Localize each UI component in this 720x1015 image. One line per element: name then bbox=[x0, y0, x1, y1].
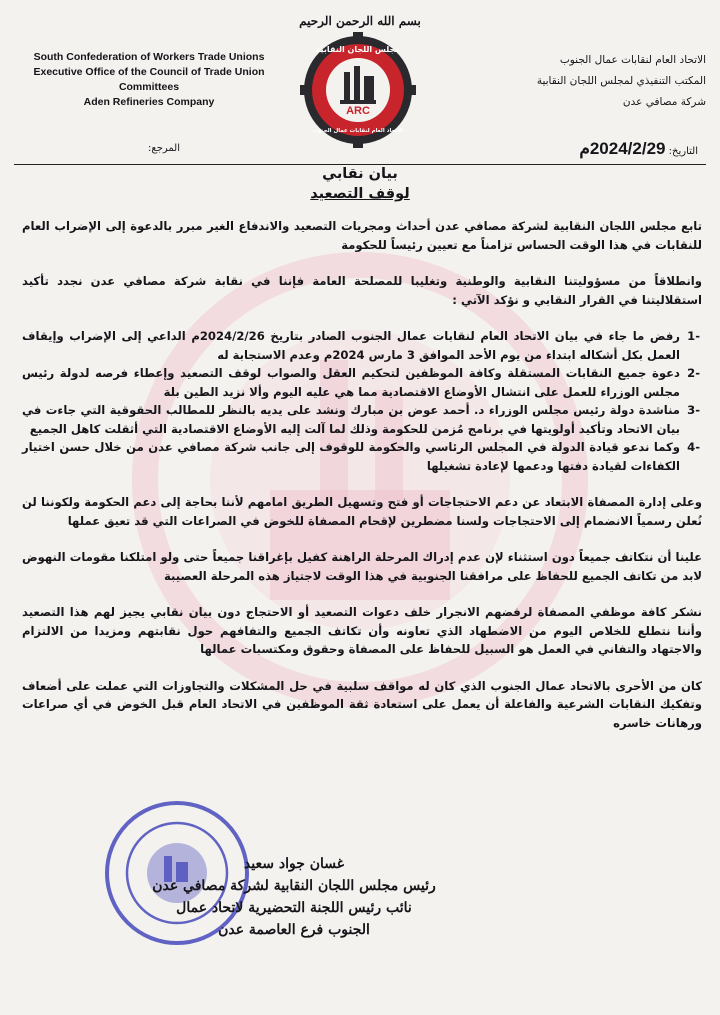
list-item bbox=[22, 401, 700, 438]
list-number: -4 bbox=[687, 440, 700, 454]
date-value: 2024/2/29م bbox=[579, 139, 666, 158]
english-letterhead bbox=[14, 50, 284, 110]
date-label: التاريخ: bbox=[668, 146, 698, 157]
list-item bbox=[22, 364, 700, 401]
list-text: وكما ندعو قيادة الدولة في المجلس الرئاسي والحكومة للوقوف إلى جانب شركة مصافي عدن من خلال حسن اختيار الكفاءات لقيادة دفتها ودعمها لإعادة تشغيلها bbox=[22, 440, 680, 473]
signatory-title: الجنوب فرع العاصمة عدن bbox=[218, 922, 370, 938]
logo-ring-text: مجلس اللجان النقابية bbox=[315, 45, 401, 54]
arabic-letterhead bbox=[456, 50, 706, 113]
arabic-letterhead-line: الاتحاد العام لنقابات عمال الجنوب bbox=[559, 54, 706, 66]
english-letterhead-line: South Confederation of Workers Trade Unions bbox=[33, 51, 265, 63]
english-letterhead-line: Committees bbox=[118, 81, 180, 93]
list-number: -2 bbox=[687, 366, 700, 380]
english-letterhead-line: Executive Office of the Council of Trade Union bbox=[33, 66, 265, 78]
list-text: مناشدة دولة رئيس مجلس الوزراء د. أحمد عوض بن مبارك ونشد على يديه بالنظر للمطالب الحقوقية التي جاءت في بيان الاتحاد وتأكيد أولويتها في برنامج مُزمن للحكومة وذلك لما آلت إليه الأوضاع الاقتصادية التي أثقلت كاهل الجميع bbox=[22, 403, 680, 436]
list-number: -3 bbox=[687, 403, 700, 417]
paragraph: كان من الأحرى بالاتحاد عمال الجنوب الذي كان له مواقف سلبية في حل المشكلات والتجاوزات التي عملت على أضعاف وتفكيك النقابات الشرعية والفاعلة أن يعمل على استعادة ثقة الموظفين في الاتحاد العام قبل الخوض في أي صراعات ورهانات خاسره bbox=[22, 678, 702, 730]
list-item bbox=[22, 327, 700, 364]
arabic-letterhead-line: شركة مصافي عدن bbox=[622, 96, 706, 108]
title-subline: لوقف التصعيد bbox=[310, 186, 410, 202]
union-logo bbox=[300, 32, 416, 148]
title-line: بيان نقابي bbox=[322, 166, 398, 182]
date-line bbox=[579, 139, 698, 159]
list-text: رفض ما جاء في بيان الاتحاد العام لنقابات عمال الجنوب الصادر بتاريخ 2024/2/26م الداعي إلى الإضراب وإيقاف العمل بكل أشكاله ابتداء من يوم الأحد الموافق 3 مارس 2024م وعدم الاستجابة له bbox=[22, 329, 680, 362]
list-item bbox=[22, 438, 700, 475]
list-number: -1 bbox=[687, 329, 700, 343]
reference-label: المرجع: bbox=[148, 143, 180, 154]
statement-title bbox=[0, 164, 720, 204]
paragraph: وعلى إدارة المصفاة الابتعاد عن دعم الاحتجاجات أو فتح وتسهيل الطريق امامهم لأننا بحاجة إلى دعم الحكومة ولكوننا لن نُعلن رسمياً الانضمام إلى الاحتجاجات ولسنا مضطرين لإقحام المصفاة للخوض في الصراعات التي قد تعيق عملها bbox=[22, 495, 702, 528]
logo-ring-text-bottom: الاتحاد العام لنقابات عمال الجنوب bbox=[312, 128, 404, 134]
paragraph: وانطلاقاً من مسؤوليتنا النقابية والوطنية وتغليبا للمصلحة العامة فإننا في نقابة شركة مصافي عدن نجدد تأكيد استقلاليتنا في القرار النقابي و نؤكد الآتي : bbox=[22, 274, 702, 307]
signature-block bbox=[144, 853, 444, 941]
logo-letters: ARC bbox=[346, 105, 370, 117]
basmala: بسم الله الرحمن الرحيم bbox=[299, 14, 421, 28]
signatory-title: رئيس مجلس اللجان النقابية لشركة مصافي عدن bbox=[152, 878, 436, 894]
paragraph: علينا أن نتكاتف جميعاً دون استثناء لإن عدم إدراك المرحلة الراهنة كفيل بإغراقنا جميعاً حتى ولو امتلكنا مقومات النهوض لابد من تكاتف الجميع للحفاظ على مرافقنا الجنوبية في هذا الوقت لاجتياز هذه المرحلة العصيبة bbox=[22, 550, 702, 583]
arabic-letterhead-line: المكتب التنفيذي لمجلس اللجان النقابية bbox=[536, 75, 706, 87]
paragraph: نشكر كافة موظفي المصفاة لرفضهم الانجرار خلف دعوات التصعيد أو الاحتجاج دون بيان نقابي يجيز لهم هذا التصعيد وأننا نتطلع للخلاص اليوم من الاضطهاد الذي تعاونه وأن تكاتف الجميع والتفافهم حول نقابتهم ومزيدا من الالتزام والاجتهاد والتفاني في العمل هو السبيل للحفاظ على المصفاة وحقوق ومكتسبات عمالها bbox=[22, 605, 702, 656]
paragraph: تابع مجلس اللجان النقابية لشركة مصافي عدن أحداث ومجريات التصعيد والاندفاع الغير مبرر بالدعوة إلى الإضراب العام للنقابات في هذا الوقت الحساس تزامناً مع تعيين رئيساً للحكومة bbox=[22, 219, 702, 252]
reference-line bbox=[148, 143, 180, 154]
signatory-name: غسان جواد سعيد bbox=[243, 856, 345, 872]
statement-body bbox=[22, 217, 702, 750]
demands-list bbox=[22, 327, 702, 475]
english-letterhead-line: Aden Refineries Company bbox=[83, 96, 215, 108]
signatory-title: نائب رئيس اللجنة التحضيرية لاتحاد عمال bbox=[176, 900, 412, 916]
list-text: دعوة جميع النقابات المستقلة وكافة الموظفين لتحكيم العقل والصواب لوقف التصعيد وإعطاء فرصه لدولة رئيس مجلس الوزراء للعمل على انتشال الأوضاع الاقتصادية مما هي عليه اليوم وألا نزيد الطين بلة bbox=[22, 366, 680, 399]
